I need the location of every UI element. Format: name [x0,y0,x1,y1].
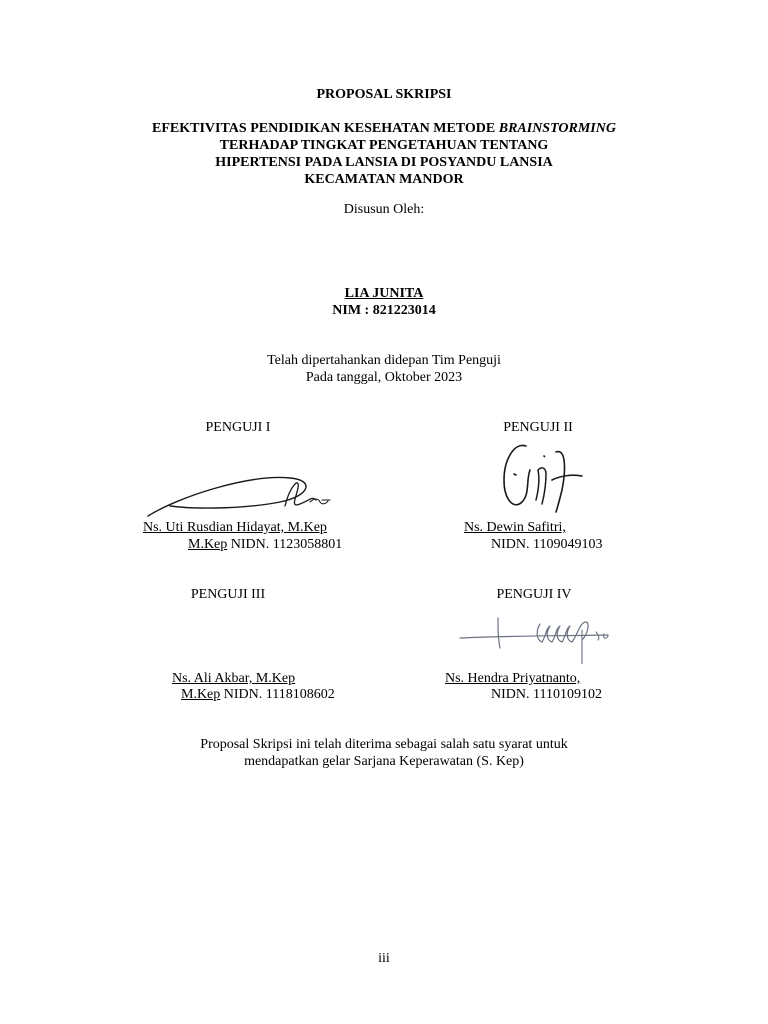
examiner-1-nidn: NIDN. 1123058801 [230,537,343,552]
defense-line-1: Telah dipertahankan didepan Tim Penguji [267,353,501,368]
title-line-1-italic: BRAINSTORMING [498,121,616,136]
examiner-3-degree: M.Kep [181,687,221,702]
examiner-3-label: PENGUJI III [190,587,266,602]
examiner-1-degree: M.Kep [188,537,228,552]
title-line-2: TERHADAP TINGKAT PENGETAHUAN TENTANG [219,138,549,153]
examiner-1-nidn-line [188,536,342,553]
page-number: iii [378,951,390,966]
examiner-2-name [464,519,566,536]
acceptance-line-2: mendapatkan gelar Sarjana Keperawatan (S. Kep) [244,754,524,769]
title-line-4: KECAMATAN MANDOR [304,172,464,187]
examiner-1-name [143,519,327,536]
examiner-2-name-text: Ns. Dewin Safitri, [464,520,566,535]
examiner-2-signature [496,440,596,520]
examiner-3-nidn: NIDN. 1118108602 [223,687,335,702]
examiner-4-signature [458,608,618,664]
examiner-3-name [172,670,295,687]
title-line-1-prefix: EFEKTIVITAS PENDIDIKAN KESEHATAN METODE [152,121,499,136]
examiner-4-name-text: Ns. Hendra Priyatnanto, [445,671,581,686]
examiner-4-name [445,670,580,687]
document-heading: PROPOSAL SKRIPSI [316,87,452,102]
examiner-1-name-text: Ns. Uti Rusdian Hidayat, M.Kep [143,520,327,535]
author-name [0,285,768,302]
disusun-oleh: Disusun Oleh: [343,202,425,217]
defense-line-2: Pada tanggal, Oktober 2023 [305,370,463,385]
examiner-3-name-text: Ns. Ali Akbar, M.Kep [172,671,296,686]
examiner-4-label: PENGUJI IV [496,587,572,602]
author-nim: NIM : 821223014 [332,303,436,318]
examiner-3-nidn-line [181,686,335,703]
examiner-2-label: PENGUJI II [503,420,573,435]
examiner-1-signature [140,466,340,522]
author-name-text: LIA JUNITA [344,286,424,301]
examiner-2-nidn: NIDN. 1109049103 [491,537,603,552]
acceptance-line-1: Proposal Skripsi ini telah diterima sebagai salah satu syarat untuk [200,737,568,752]
examiner-4-nidn: NIDN. 1110109102 [491,687,602,702]
title-line-1 [0,120,768,137]
title-line-3: HIPERTENSI PADA LANSIA DI POSYANDU LANSIA [215,155,553,170]
examiner-1-label: PENGUJI I [205,420,271,435]
